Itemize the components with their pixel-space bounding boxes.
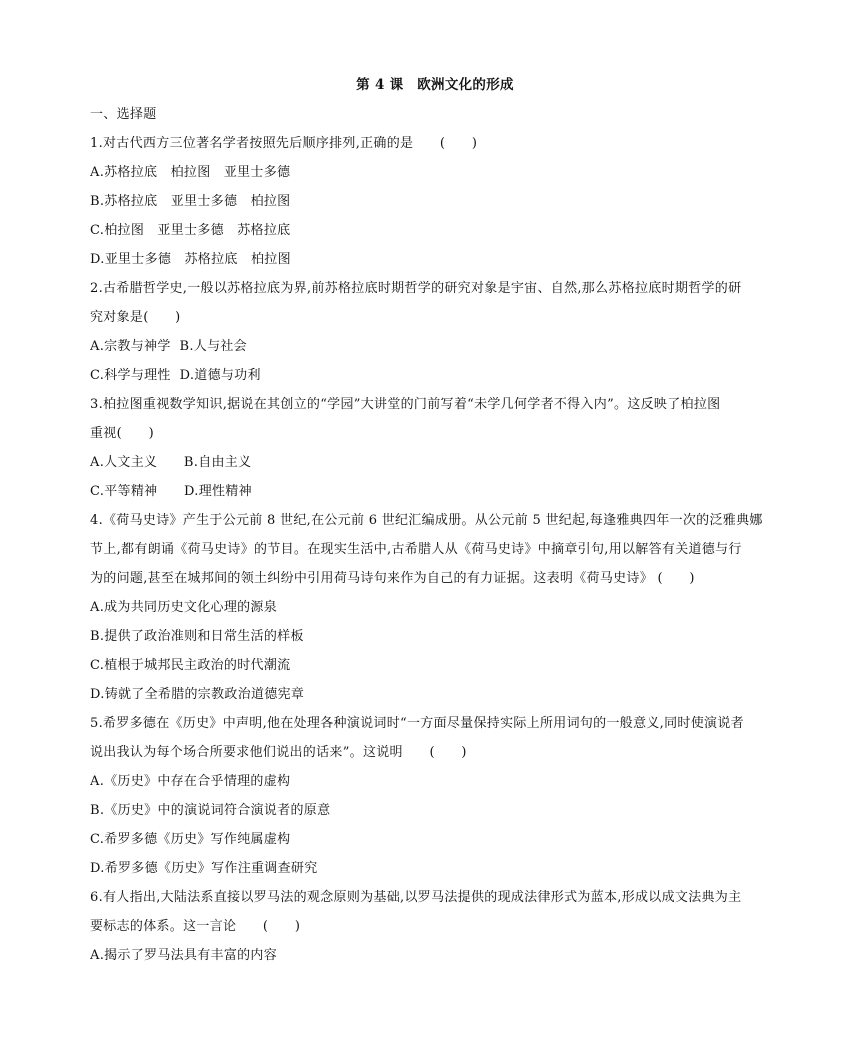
option-b: B.苏格拉底 亚里士多德 柏拉图 bbox=[90, 194, 291, 209]
question-stem: 6.有人指出,大陆法系直接以罗马法的观念原则为基础,以罗马法提供的现成法律形式为蓝本,形成以成文法典为主 bbox=[90, 890, 742, 905]
option-c: C.希罗多德《历史》写作纯属虚构 bbox=[90, 832, 291, 847]
question-5 bbox=[90, 709, 780, 883]
option-cd: C.平等精神 D.理性精神 bbox=[90, 484, 252, 499]
question-stem: 节上,都有朗诵《荷马史诗》的节目。在现实生活中,古希腊人从《荷马史诗》中摘章引句,用以解答有关道德与行 bbox=[90, 542, 742, 557]
option-a: A.《历史》中存在合乎情理的虚构 bbox=[90, 774, 291, 789]
question-6 bbox=[90, 883, 780, 970]
question-stem: 说出我认为每个场合所要求他们说出的话来”。这说明 ( ) bbox=[90, 745, 467, 760]
question-2 bbox=[90, 274, 780, 390]
option-b: B.《历史》中的演说词符合演说者的原意 bbox=[90, 803, 331, 818]
option-c: C.柏拉图 亚里士多德 苏格拉底 bbox=[90, 223, 291, 238]
option-c: C.植根于城邦民主政治的时代潮流 bbox=[90, 658, 291, 673]
question-stem: 4.《荷马史诗》产生于公元前 8 世纪,在公元前 6 世纪汇编成册。从公元前 5 世纪起,每逢雅典四年一次的泛雅典娜 bbox=[90, 513, 763, 528]
option-d: D.希罗多德《历史》写作注重调查研究 bbox=[90, 861, 318, 876]
option-a: A.成为共同历史文化心理的源泉 bbox=[90, 600, 278, 615]
option-a: A.苏格拉底 柏拉图 亚里士多德 bbox=[90, 165, 291, 180]
page-title: 第 4 课 欧洲文化的形成 bbox=[356, 77, 514, 93]
document-page bbox=[90, 70, 780, 970]
question-stem: 为的问题,甚至在城邦间的领土纠纷中引用荷马诗句来作为自己的有力证据。这表明《荷马史诗》 ( ) bbox=[90, 571, 695, 586]
option-cd: C.科学与理性 D.道德与功利 bbox=[90, 368, 261, 383]
question-stem: 1.对古代西方三位著名学者按照先后顺序排列,正确的是 ( ) bbox=[90, 136, 478, 151]
question-stem: 2.古希腊哲学史,一般以苏格拉底为界,前苏格拉底时期哲学的研究对象是宇宙、自然,那么苏格拉底时期哲学的研 bbox=[90, 281, 742, 296]
option-d: D.亚里士多德 苏格拉底 柏拉图 bbox=[90, 252, 291, 267]
question-stem: 5.希罗多德在《历史》中声明,他在处理各种演说词时“一方面尽量保持实际上所用词句的一般意义,同时使演说者 bbox=[90, 716, 744, 731]
option-ab: A.人文主义 B.自由主义 bbox=[90, 455, 252, 470]
question-stem: 3.柏拉图重视数学知识,据说在其创立的“学园”大讲堂的门前写着“未学几何学者不得入内”。这反映了柏拉图 bbox=[90, 397, 721, 412]
option-ab: A.宗教与神学 B.人与社会 bbox=[90, 339, 247, 354]
question-3 bbox=[90, 390, 780, 506]
question-stem: 究对象是( ) bbox=[90, 310, 181, 325]
option-a: A.揭示了罗马法具有丰富的内容 bbox=[90, 948, 278, 963]
question-4 bbox=[90, 506, 780, 709]
option-d: D.铸就了全希腊的宗教政治道德宪章 bbox=[90, 687, 305, 702]
question-stem: 要标志的体系。这一言论 ( ) bbox=[90, 919, 301, 934]
question-stem: 重视( ) bbox=[90, 426, 154, 441]
section-heading: 一、选择题 bbox=[90, 107, 157, 122]
option-b: B.提供了政治准则和日常生活的样板 bbox=[90, 629, 304, 644]
question-1 bbox=[90, 129, 780, 274]
